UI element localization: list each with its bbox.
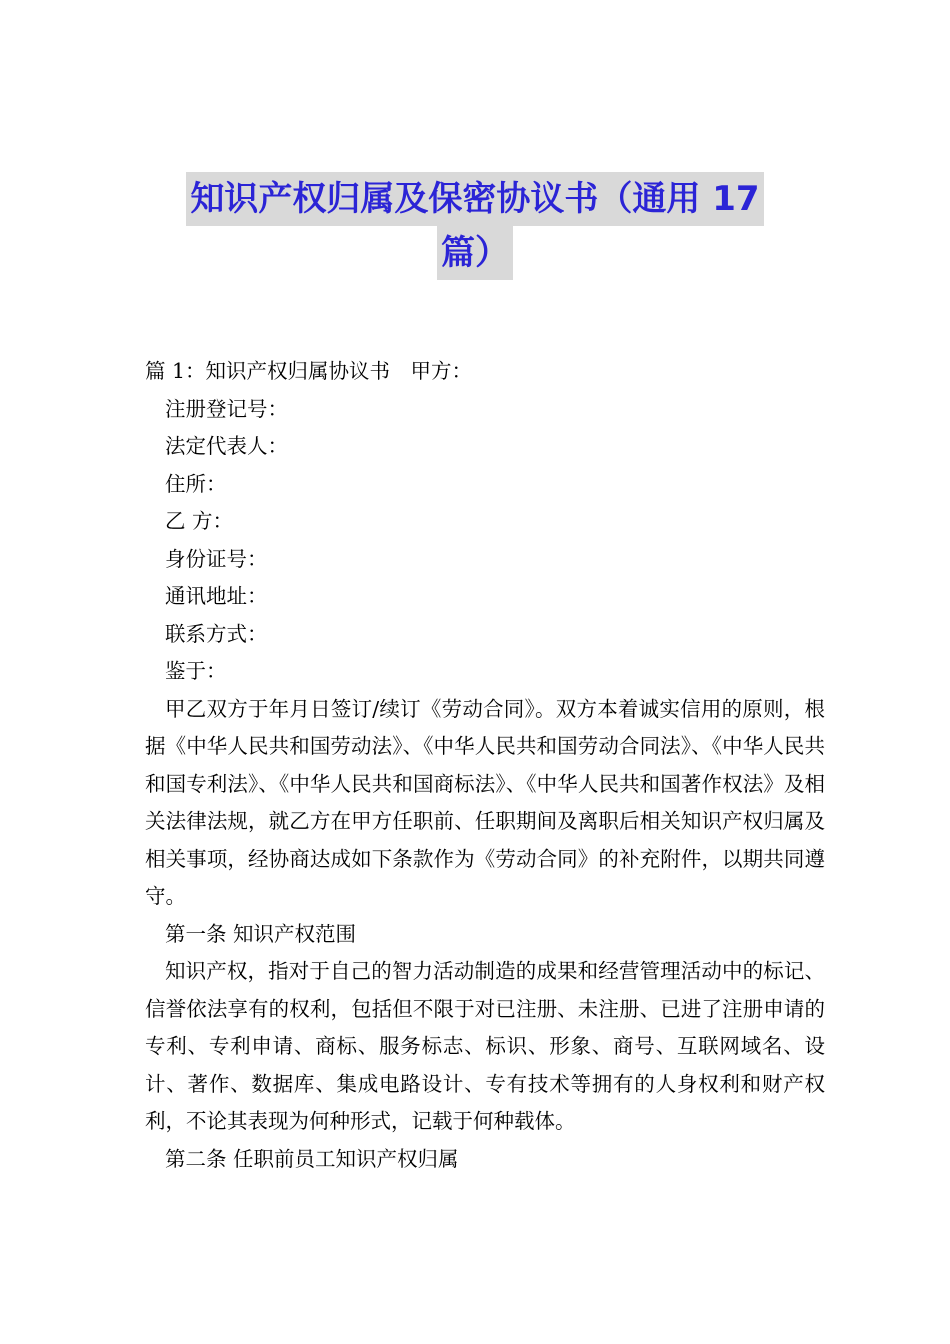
field-legal-representative: 法定代表人： — [165, 434, 288, 458]
field-whereas: 鉴于： — [165, 659, 227, 683]
field-address: 住所： — [165, 471, 227, 496]
field-mailing-address: 通讯地址： — [165, 584, 268, 608]
field-id-number: 身份证号： — [165, 546, 268, 571]
document-body — [145, 353, 825, 1178]
document-title — [0, 172, 950, 280]
field-registration-no: 注册登记号： — [165, 396, 288, 421]
article-2-title: 第二条 任职前员工知识产权归属 — [165, 1146, 459, 1171]
paragraph-whereas: 甲乙双方于年月日签订/续订《劳动合同》。双方本着诚实信用的原则，根据《中华人民共和国劳动法》、《中华人民共和国劳动合同法》、《中华人民共和国专利法》、《中华人民共和国商标法》、《中华人民共和国著作权法》及相关法律法规，就乙方在甲方任职前、任职期间及离职后相关知识产权归属及相关事项，经协商达成如下条款作为《劳动合同》的补充附件，以期共同遵守。 — [145, 696, 825, 908]
title-line-2: 篇） — [437, 226, 513, 280]
article-1-title: 第一条 知识产权范围 — [165, 921, 357, 946]
field-party-b: 乙 方： — [165, 509, 234, 533]
paragraph-ip-scope: 知识产权，指对于自己的智力活动制造的成果和经营管理活动中的标记、信誉依法享有的权利，包括但不限于对已注册、未注册、已进了注册申请的专利、专利申请、商标、服务标志、标识、形象、商号、互联网域名、设计、著作、数据库、集成电路设计、专有技术等拥有的人身权利和财产权利，不论其表现为何种形式，记载于何种载体。 — [145, 959, 825, 1133]
field-contact: 联系方式： — [165, 621, 268, 646]
title-line-1: 知识产权归属及保密协议书（通用 17 — [186, 172, 763, 226]
section-heading: 篇 1：知识产权归属协议书 甲方： — [145, 359, 473, 383]
